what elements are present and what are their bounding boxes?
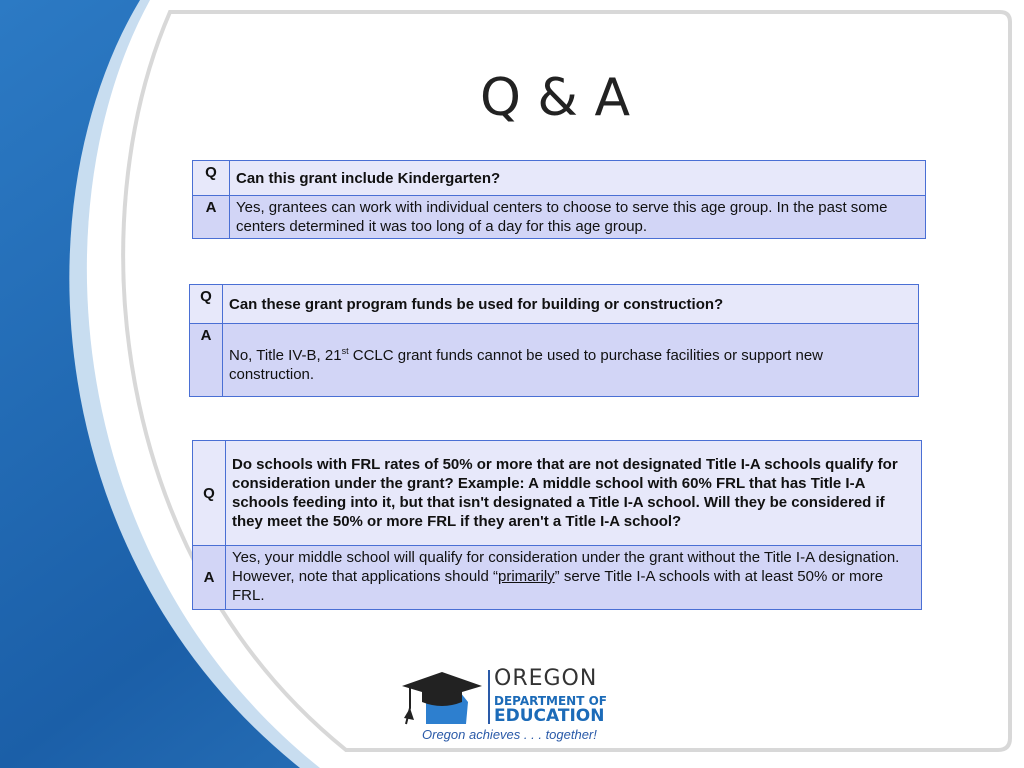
answer-text-end: ” serve Title I-A schools with at least 50% or more FRL. xyxy=(232,568,884,604)
answer-text: Yes, grantees can work with individual centers to choose to serve this age group. In the past some centers determined it was too long of a day for this age group. xyxy=(230,196,926,239)
qa-table-frl xyxy=(192,440,922,610)
q-label: Q xyxy=(193,441,226,546)
a-label: A xyxy=(193,546,226,610)
logo-oregon-text: OREGON xyxy=(494,666,598,691)
question-text: Can this grant include Kindergarten? xyxy=(230,161,926,196)
q-label: Q xyxy=(190,285,223,324)
question-row xyxy=(190,285,919,324)
answer-underlined-word: primarily xyxy=(498,568,555,585)
answer-text-start: No, Title IV-B, 21 xyxy=(229,347,342,364)
question-row xyxy=(193,441,922,546)
answer-row xyxy=(193,196,926,239)
logo-tagline: Oregon achieves . . . together! xyxy=(422,727,597,742)
answer-text xyxy=(223,324,919,397)
a-label: A xyxy=(190,324,223,397)
slide-title: Q & A xyxy=(479,68,631,128)
logo-education-text: EDUCATION xyxy=(494,706,605,726)
a-label: A xyxy=(193,196,230,239)
answer-row xyxy=(193,546,922,610)
answer-text-start: Yes, your middle school will qualify for consideration under the grant without the Title I-A designation. However, note that applications should “ xyxy=(232,549,900,585)
graduation-cap-oregon-icon xyxy=(398,668,486,728)
logo-department-text: DEPARTMENT OF xyxy=(494,694,607,708)
qa-table-kindergarten xyxy=(192,160,926,239)
qa-table-construction xyxy=(189,284,919,397)
answer-superscript: st xyxy=(341,346,349,356)
question-row xyxy=(193,161,926,196)
oregon-department-of-education-logo xyxy=(398,664,608,748)
answer-text xyxy=(226,546,922,610)
question-text: Do schools with FRL rates of 50% or more that are not designated Title I-A schools qualify for consideration under the grant? Example: A middle school with 60% FRL that has Title I-A schools feeding into it, but that isn't designated a Title I-A school. Will they be considered if they meet the 50% or more FRL if they aren't a Title I-A school? xyxy=(226,441,922,546)
answer-text-end: CCLC grant funds cannot be used to purchase facilities or support new construction. xyxy=(229,347,824,383)
logo-divider xyxy=(488,670,490,724)
q-label: Q xyxy=(193,161,230,196)
answer-row xyxy=(190,324,919,397)
question-text: Can these grant program funds be used for building or construction? xyxy=(223,285,919,324)
